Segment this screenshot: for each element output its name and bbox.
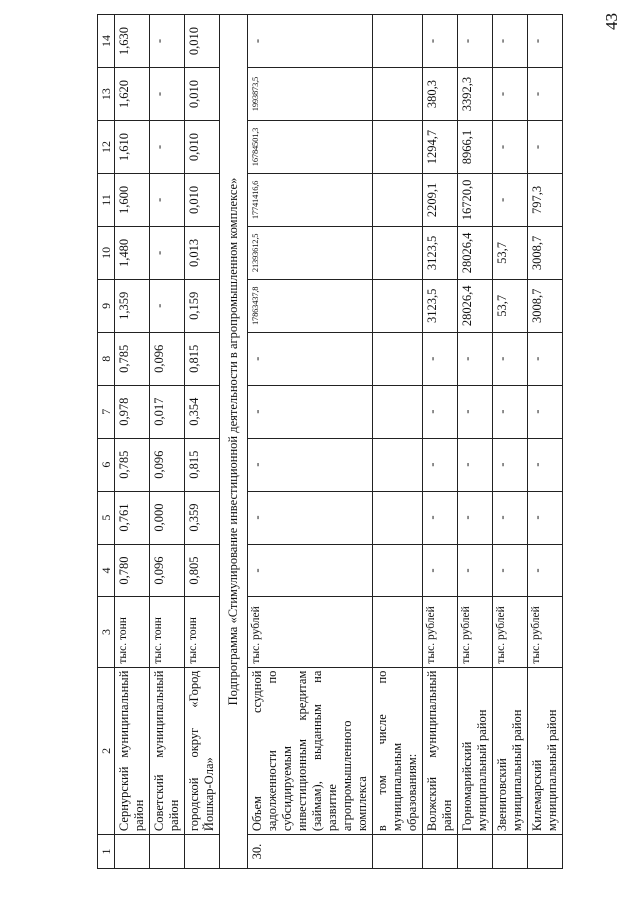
value-cell: - bbox=[423, 332, 458, 385]
row-unit: тыс. тонн bbox=[185, 597, 220, 667]
value-cell: 3123,5 bbox=[423, 226, 458, 279]
value-cell: - bbox=[493, 385, 528, 438]
value-cell: - bbox=[248, 385, 373, 438]
table-row bbox=[423, 15, 458, 869]
value-cell: - bbox=[458, 544, 493, 597]
value-cell: 0,010 bbox=[185, 15, 220, 68]
row-number bbox=[528, 835, 563, 869]
value-cell: 17863437,8 bbox=[248, 279, 373, 332]
value-cell: - bbox=[248, 438, 373, 491]
value-cell: 0,815 bbox=[185, 332, 220, 385]
table-row bbox=[150, 15, 185, 869]
value-cell: 0,017 bbox=[150, 385, 185, 438]
value-cell: 0,354 bbox=[185, 385, 220, 438]
value-cell: 1,600 bbox=[115, 173, 150, 226]
value-cell: - bbox=[528, 385, 563, 438]
page-number: 43 bbox=[602, 13, 621, 30]
empty-cell bbox=[373, 226, 423, 279]
value-cell: 28026,4 bbox=[458, 279, 493, 332]
value-cell: - bbox=[458, 385, 493, 438]
header-cell: 13 bbox=[98, 68, 115, 121]
value-cell: 16720,0 bbox=[458, 173, 493, 226]
value-cell: 0,805 bbox=[185, 544, 220, 597]
value-cell: 0,096 bbox=[150, 332, 185, 385]
value-cell: - bbox=[458, 491, 493, 544]
value-cell: 2209,1 bbox=[423, 173, 458, 226]
table-row bbox=[248, 15, 373, 869]
empty-cell bbox=[373, 597, 423, 667]
value-cell: 1,610 bbox=[115, 121, 150, 174]
header-cell: 10 bbox=[98, 226, 115, 279]
value-cell: 0,010 bbox=[185, 121, 220, 174]
table-body bbox=[98, 15, 563, 869]
value-cell: 0,785 bbox=[115, 332, 150, 385]
rotated-page bbox=[97, 14, 567, 869]
empty-cell bbox=[373, 332, 423, 385]
value-cell: - bbox=[150, 226, 185, 279]
row-name: Объем ссудной задолженности по субсидируемым инвестиционным кредитам (займам), выданным на развитие агропромышленного комплекса bbox=[248, 667, 373, 834]
note-row bbox=[373, 15, 423, 869]
row-number bbox=[493, 835, 528, 869]
value-cell: 3392,3 bbox=[458, 68, 493, 121]
value-cell: 8966,1 bbox=[458, 121, 493, 174]
value-cell: - bbox=[528, 438, 563, 491]
value-cell: - bbox=[150, 68, 185, 121]
value-cell: - bbox=[423, 438, 458, 491]
header-cell: 3 bbox=[98, 597, 115, 667]
value-cell: 3008,7 bbox=[528, 279, 563, 332]
row-name: Килемарский муниципальный район bbox=[528, 667, 563, 834]
empty-cell bbox=[373, 15, 423, 68]
row-unit: тыс. рублей bbox=[528, 597, 563, 667]
empty-cell bbox=[373, 491, 423, 544]
row-number bbox=[115, 835, 150, 869]
table-row bbox=[458, 15, 493, 869]
value-cell: 53,7 bbox=[493, 279, 528, 332]
value-cell: 3123,5 bbox=[423, 279, 458, 332]
value-cell: - bbox=[248, 15, 373, 68]
value-cell: - bbox=[150, 279, 185, 332]
value-cell: - bbox=[493, 438, 528, 491]
value-cell: 0,010 bbox=[185, 173, 220, 226]
empty-cell bbox=[373, 544, 423, 597]
header-cell: 11 bbox=[98, 173, 115, 226]
empty-cell bbox=[373, 835, 423, 869]
value-cell: 53,7 bbox=[493, 226, 528, 279]
row-number bbox=[185, 835, 220, 869]
value-cell: 28026,4 bbox=[458, 226, 493, 279]
header-cell: 14 bbox=[98, 15, 115, 68]
value-cell: 1,359 bbox=[115, 279, 150, 332]
value-cell: - bbox=[528, 121, 563, 174]
table-row bbox=[115, 15, 150, 869]
value-cell: - bbox=[493, 491, 528, 544]
value-cell: - bbox=[528, 491, 563, 544]
value-cell: - bbox=[423, 491, 458, 544]
value-cell: - bbox=[528, 15, 563, 68]
value-cell: 1993873,5 bbox=[248, 68, 373, 121]
value-cell: - bbox=[493, 15, 528, 68]
value-cell: - bbox=[493, 173, 528, 226]
value-cell: 3008,7 bbox=[528, 226, 563, 279]
row-name: Волжский муниципальный район bbox=[423, 667, 458, 834]
row-unit: тыс. рублей bbox=[458, 597, 493, 667]
header-cell: 8 bbox=[98, 332, 115, 385]
row-name: Звениговский муниципальный район bbox=[493, 667, 528, 834]
row-name: Горномарийский муниципальный район bbox=[458, 667, 493, 834]
header-cell: 1 bbox=[98, 835, 115, 869]
value-cell: 0,000 bbox=[150, 491, 185, 544]
value-cell: - bbox=[150, 15, 185, 68]
header-row bbox=[98, 15, 115, 869]
value-cell: - bbox=[528, 332, 563, 385]
row-unit: тыс. рублей bbox=[493, 597, 528, 667]
header-cell: 4 bbox=[98, 544, 115, 597]
row-name: Советский муниципальный район bbox=[150, 667, 185, 834]
value-cell: 0,096 bbox=[150, 438, 185, 491]
value-cell: - bbox=[528, 544, 563, 597]
subprogram-row bbox=[220, 15, 248, 869]
row-number bbox=[150, 835, 185, 869]
empty-cell bbox=[373, 173, 423, 226]
value-cell: - bbox=[248, 491, 373, 544]
value-cell: - bbox=[150, 121, 185, 174]
value-cell: - bbox=[528, 68, 563, 121]
value-cell: - bbox=[493, 544, 528, 597]
value-cell: - bbox=[458, 332, 493, 385]
value-cell: 0,978 bbox=[115, 385, 150, 438]
row-name: городской округ «Город Йошкар-Ола» bbox=[185, 667, 220, 834]
value-cell: - bbox=[423, 544, 458, 597]
header-cell: 6 bbox=[98, 438, 115, 491]
value-cell: 1294,7 bbox=[423, 121, 458, 174]
table-row bbox=[528, 15, 563, 869]
header-cell: 2 bbox=[98, 667, 115, 834]
value-cell: 0,159 bbox=[185, 279, 220, 332]
header-cell: 12 bbox=[98, 121, 115, 174]
row-unit: тыс. рублей bbox=[248, 597, 373, 667]
row-name: Сернурский муниципальный район bbox=[115, 667, 150, 834]
value-cell: - bbox=[248, 544, 373, 597]
value-cell: 0,815 bbox=[185, 438, 220, 491]
row-unit: тыс. тонн bbox=[115, 597, 150, 667]
value-cell: 1,620 bbox=[115, 68, 150, 121]
empty-cell bbox=[373, 438, 423, 491]
table-row bbox=[185, 15, 220, 869]
value-cell: 1,480 bbox=[115, 226, 150, 279]
value-cell: 380,3 bbox=[423, 68, 458, 121]
empty-cell bbox=[373, 279, 423, 332]
value-cell: - bbox=[493, 332, 528, 385]
value-cell: 0,010 bbox=[185, 68, 220, 121]
header-cell: 9 bbox=[98, 279, 115, 332]
value-cell: - bbox=[458, 15, 493, 68]
value-cell: - bbox=[423, 15, 458, 68]
subprogram-title: Подпрограмма «Стимулирование инвестиционной деятельности в агропромышленном комплексе» bbox=[220, 15, 248, 869]
value-cell: 0,359 bbox=[185, 491, 220, 544]
value-cell: 0,761 bbox=[115, 491, 150, 544]
value-cell: 0,785 bbox=[115, 438, 150, 491]
row-number bbox=[458, 835, 493, 869]
header-cell: 7 bbox=[98, 385, 115, 438]
row30-note: в том числе по муниципальным образованиям: bbox=[373, 667, 423, 834]
row-number: 30. bbox=[248, 835, 373, 869]
value-cell: 16784501,3 bbox=[248, 121, 373, 174]
empty-cell bbox=[373, 121, 423, 174]
value-cell: - bbox=[458, 438, 493, 491]
value-cell: - bbox=[423, 385, 458, 438]
value-cell: 0,096 bbox=[150, 544, 185, 597]
value-cell: - bbox=[493, 68, 528, 121]
value-cell: 17741416,6 bbox=[248, 173, 373, 226]
value-cell: - bbox=[150, 173, 185, 226]
header-cell: 5 bbox=[98, 491, 115, 544]
row-unit: тыс. рублей bbox=[423, 597, 458, 667]
value-cell: 0,780 bbox=[115, 544, 150, 597]
value-cell: 21393612,5 bbox=[248, 226, 373, 279]
indicator-table bbox=[97, 14, 563, 869]
value-cell: - bbox=[248, 332, 373, 385]
value-cell: 797,3 bbox=[528, 173, 563, 226]
table-row bbox=[493, 15, 528, 869]
empty-cell bbox=[373, 385, 423, 438]
value-cell: 0,013 bbox=[185, 226, 220, 279]
value-cell: - bbox=[493, 121, 528, 174]
empty-cell bbox=[373, 68, 423, 121]
value-cell: 1,630 bbox=[115, 15, 150, 68]
row-unit: тыс. тонн bbox=[150, 597, 185, 667]
row-number bbox=[423, 835, 458, 869]
